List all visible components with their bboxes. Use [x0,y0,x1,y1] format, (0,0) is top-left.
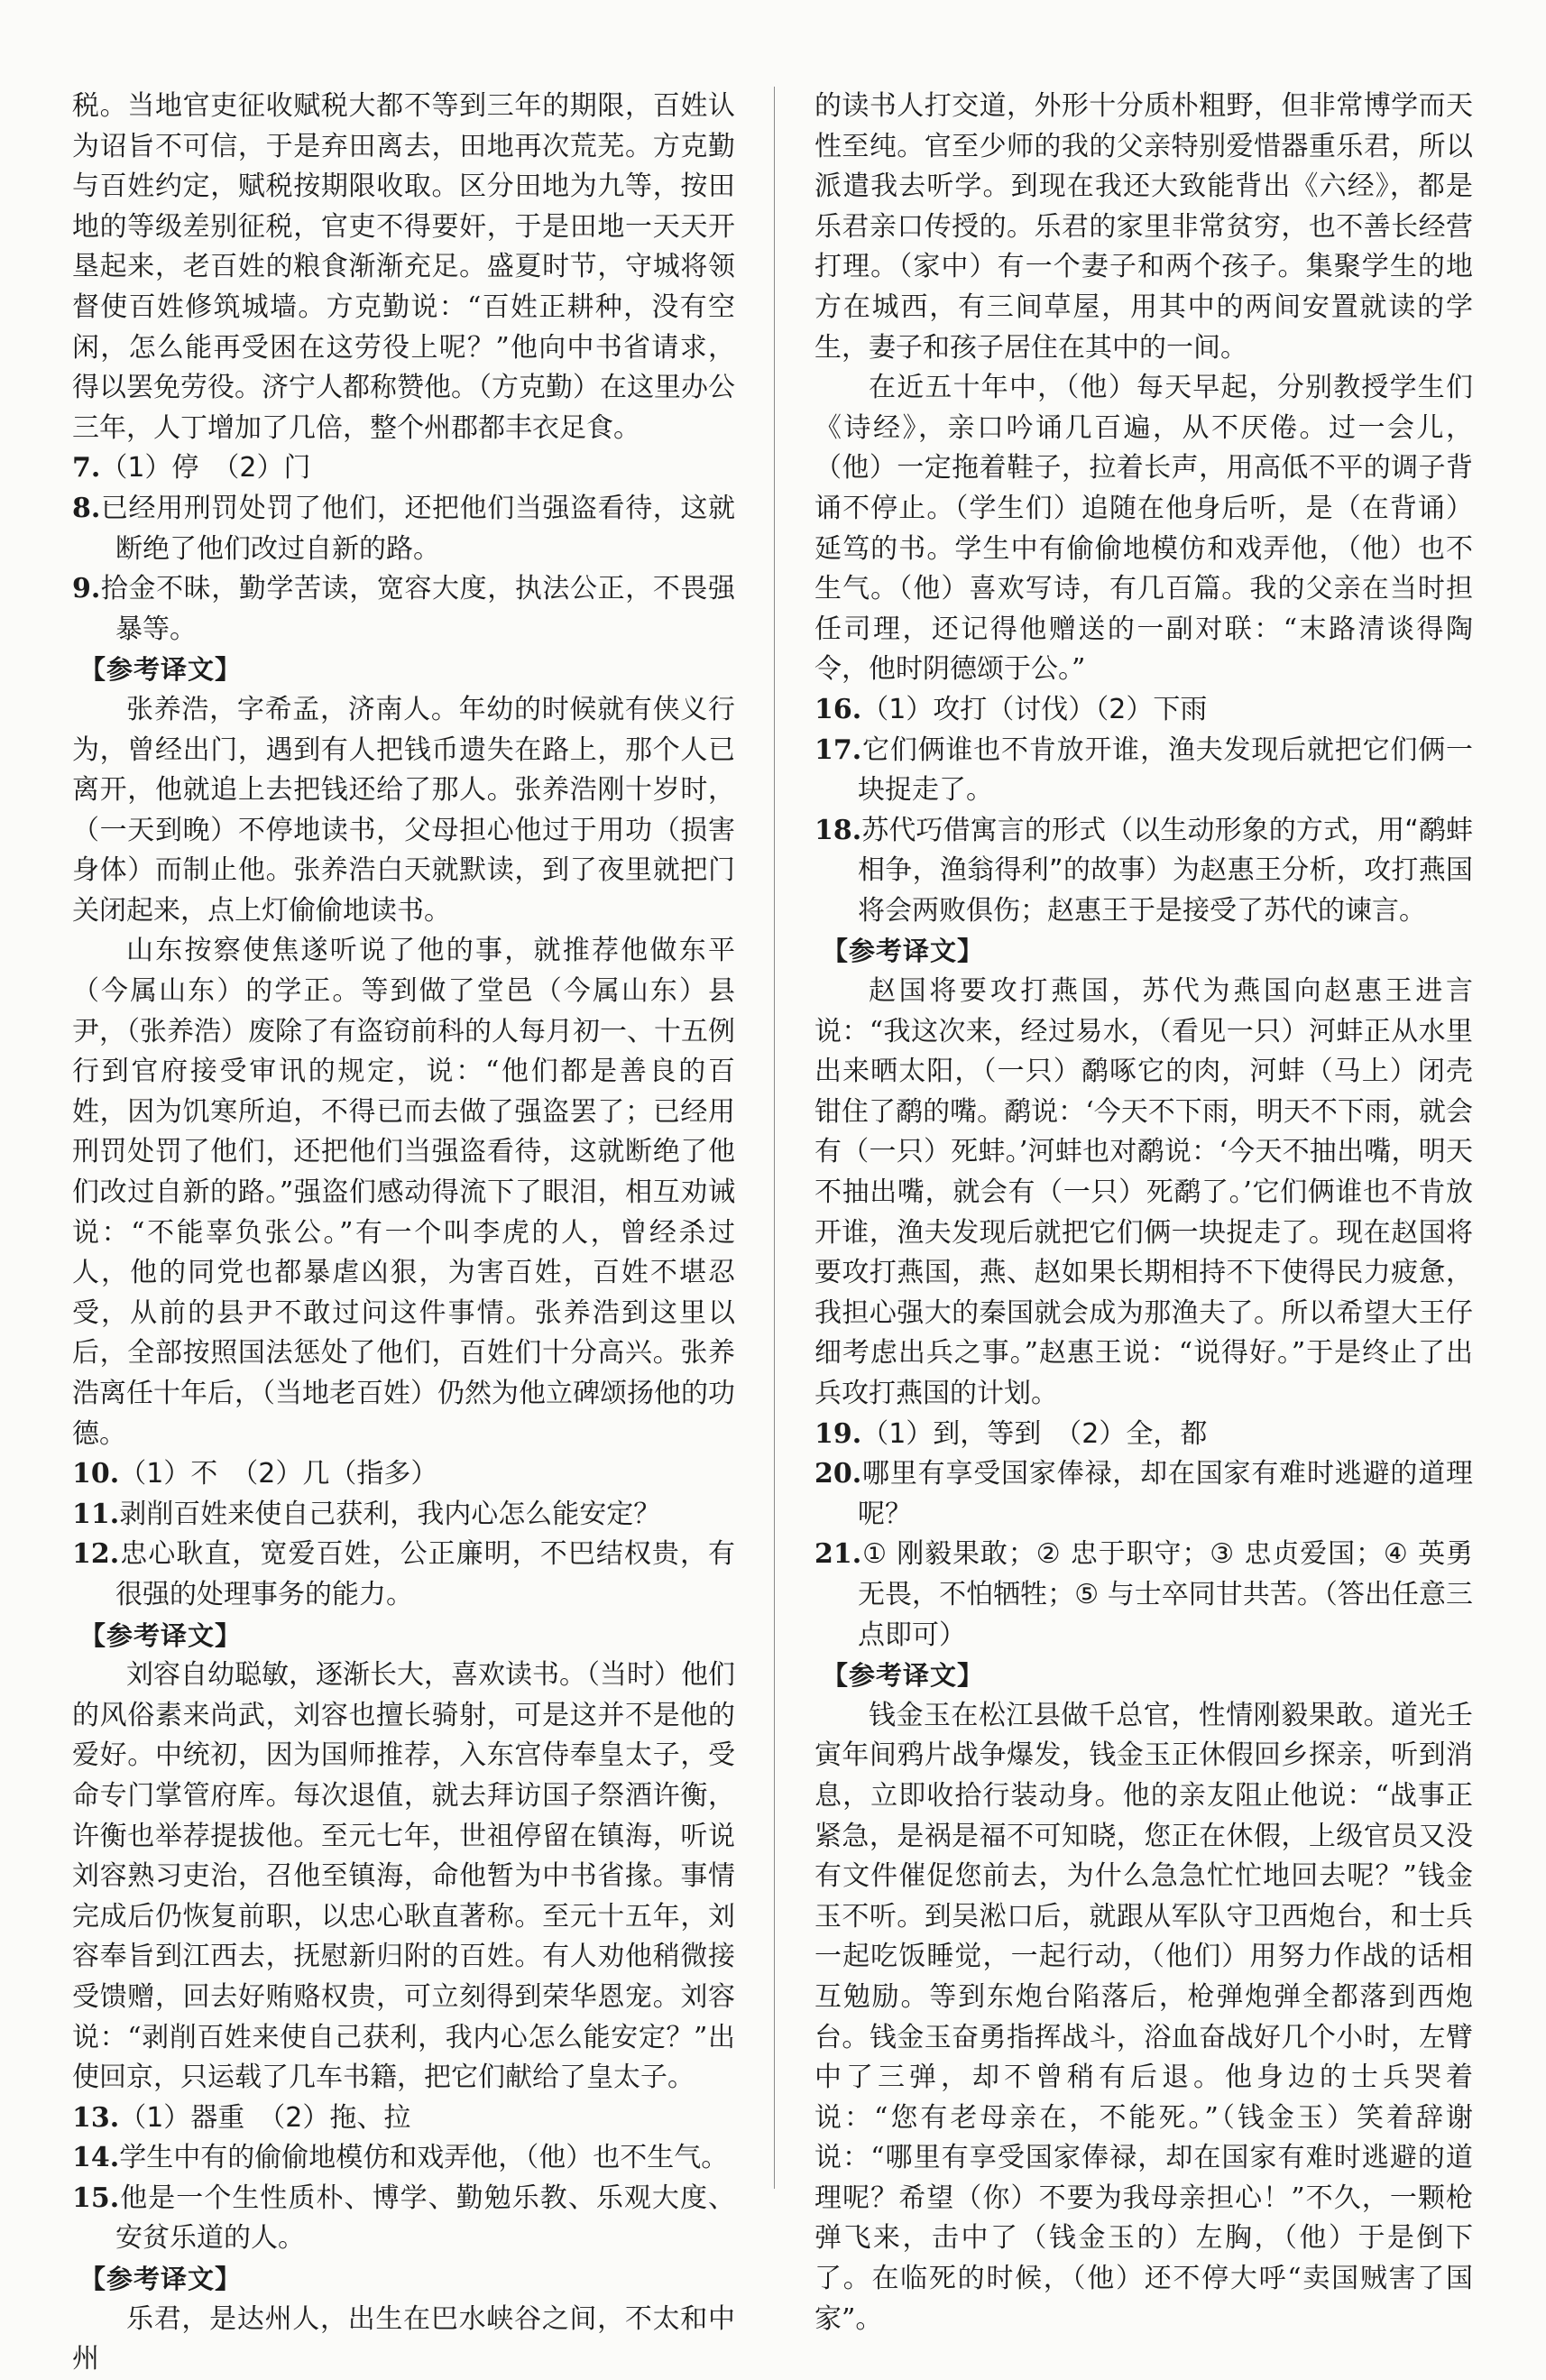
answer-number: 13. [72,2101,120,2134]
translation-paragraph: 钱金玉在松江县做千总官，性情刚毅果敢。道光壬寅年间鸦片战争爆发，钱金玉正休假回乡探亲，听到消息，立即收拾行装动身。他的亲友阻止他说：“战事正紧急，是祸是福不可知晓，您正在休假，上级官员又没有文件催促您前去，为什么急急忙忙地回去呢？”钱金玉不听。到吴淞口后，就跟从军队守卫西炮台，和士兵一起吃饭睡觉，一起行动，（他们）用努力作战的话相互勉励。等到东炮台陷落后，枪弹炮弹全都落到西炮台。钱金玉奋勇指挥战斗，浴血奋战好几个小时，左臂中了三弹，却不曾稍有后退。他身边的士兵哭着说：“您有老母亲在，不能死。”（钱金玉）笑着辞谢说：“哪里有享受国家俸禄，却在国家有难时逃避的道理呢？希望（你）不要为我母亲担心！”不久，一颗枪弹飞来，击中了（钱金玉的）左胸，（他）于是倒下了。在临死的时候，（他）还不停大呼“卖国贼害了国家”。 [814,1699,1473,2335]
answer-item [814,690,1473,731]
answer-text: （1）不 （2）几（指多） [119,1458,438,1490]
translation-paragraph: 乐君，是达州人，出生在巴水峡谷之间，不太和中州 [72,2302,735,2375]
answer-item [814,1415,1473,1455]
answer-text: 忠心耿直，宽爱百姓，公正廉明，不巴结权贵，有很强的处理事务的能力。 [115,1538,735,1610]
section-header: 【参考译文】 [79,2264,243,2295]
answer-text: （1）攻打（讨伐）（2）下雨 [861,693,1208,725]
answer-item [814,1454,1473,1535]
translation-paragraph: 在近五十年中，（他）每天早起，分别教授学生们《诗经》，亲口吟诵几百遍，从不厌倦。过一会儿，（他）一定拖着鞋子，拉着长声，用高低不平的调子背诵不停止。（学生们）追随在他身后听，是（在背诵）延笃的书。学生中有偷偷地模仿和戏弄他，（他）也不生气。（他）喜欢写诗，有几百篇。我的父亲在当时担任司理，还记得他赠送的一副对联：“末路清谈得陶令，他时阴德颂于公。” [814,372,1473,686]
answer-number: 10. [72,1458,120,1490]
answer-text: （1）器重 （2）拖、拉 [119,2101,411,2134]
answer-text: 他是一个生性质朴、博学、勤勉乐教、乐观大度、安贫乐道的人。 [115,2182,735,2255]
answer-number: 20. [814,1458,862,1490]
right-column [814,87,1473,2339]
answer-item [814,1535,1473,1656]
answer-item [72,1535,735,1615]
answer-number: 19. [814,1417,862,1450]
answer-text: 已经用刑罚处罚了他们，还把他们当强盗看待，这就断绝了他们改过自新的路。 [100,492,735,565]
continued-text: 税。当地官吏征收赋税大都不等到三年的期限，百姓认为诏旨不可信，于是弃田离去，田地再次荒芜。方克勤与百姓约定，赋税按期限收取。区分田地为九等，按田地的等级差别征税，官吏不得要奸，于是田地一天天开垦起来，老百姓的粮食渐渐充足。盛夏时节，守城将领督使百姓修筑城墙。方克勤说：“百姓正耕种，没有空闲，怎么能再受困在这劳役上呢？”他向中书省请求，得以罢免劳役。济宁人都称赞他。（方克勤）在这里办公三年，人丁增加了几倍，整个州郡都丰衣足食。 [72,90,735,444]
answer-item [72,489,735,569]
answer-text: 哪里有享受国家俸禄，却在国家有难时逃避的道理呢？ [858,1458,1473,1530]
answer-number: 8. [72,492,101,524]
answer-number: 17. [814,733,862,766]
answer-text: ① 刚毅果敢；② 忠于职守；③ 忠贞爱国；④ 英勇无畏，不怕牺牲；⑤ 与士卒同甘共苦。（答出任意三点即可） [858,1538,1473,1651]
answer-item [72,569,735,650]
section-header: 【参考译文】 [822,936,985,967]
answer-number: 11. [72,1498,120,1530]
answer-item [72,1454,735,1495]
answer-number: 12. [72,1538,120,1571]
answer-item [72,448,735,489]
translation-paragraph: 山东按察使焦遂听说了他的事，就推荐他做东平（今属山东）的学正。等到做了堂邑（今属山东）县尹，（张养浩）废除了有盗窃前科的人每月初一、十五例行到官府接受审讯的规定，说：“他们都是善良的百姓，因为饥寒所迫，不得已而去做了强盗罢了；已经用刑罚处罚了他们，还把他们当强盗看待，这就断绝了他们改过自新的路。”强盗们感动得流下了眼泪，相互劝诫说：“不能辜负张公。”有一个叫李虎的人，曾经杀过人，他的同党也都暴虐凶狠，为害百姓，百姓不堪忍受，从前的县尹不敢过问这件事情。张养浩到这里以后，全部按照国法惩处了他们，百姓们十分高兴。张养浩离任十年后，（当地老百姓）仍然为他立碑颂扬他的功德。 [72,935,735,1450]
answer-item [72,2138,735,2179]
column-divider [774,87,775,2189]
translation-paragraph: 刘容自幼聪敏，逐渐长大，喜欢读书。（当时）他们的风俗素来尚武，刘容也擅长骑射，可是这并不是他的爱好。中统初，因为国师推荐，入东宫侍奉皇太子，受命专门掌管府库。每次退值，就去拜访国子祭酒许衡，许衡也举荐提拔他。至元七年，世祖停留在镇海，听说刘容熟习吏治，召他至镇海，命他暂为中书省掾。事情完成后仍恢复前职，以忠心耿直著称。至元十五年，刘容奉旨到江西去，抚慰新归附的百姓。有人劝他稍微接受馈赠，回去好贿赂权贵，可立刻得到荣华恩宠。刘容说：“剥削百姓来使自己获利，我内心怎么能安定？”出使回京，只运载了几车书籍，把它们献给了皇太子。 [72,1659,735,2094]
answer-text: 它们俩谁也不肯放开谁，渔夫发现后就把它们俩一块捉走了。 [858,733,1473,807]
section-header: 【参考译文】 [79,1619,243,1651]
answer-number: 14. [72,2142,120,2174]
continued-text: 的读书人打交道，外形十分质朴粗野，但非常博学而天性至纯。官至少师的我的父亲特别爱惜器重乐君，所以派遣我去听学。到现在我还大致能背出《六经》，都是乐君亲口传授的。乐君的家里非常贫穷，也不善长经营打理。（家中）有一个妻子和两个孩子。集聚学生的地方在城西，有三间草屋，用其中的两间安置就读的学生，妻子和孩子居住在其中的一间。 [814,90,1473,364]
answer-number: 7. [72,452,101,484]
answer-item [72,1495,735,1536]
answer-text: （1）到，等到 （2）全，都 [861,1417,1208,1450]
answer-item [814,731,1473,811]
translation-paragraph: 张养浩，字希孟，济南人。年幼的时候就有侠义行为，曾经出门，遇到有人把钱币遗失在路上，那个人已离开，他就追上去把钱还给了那人。张养浩刚十岁时，（一天到晚）不停地读书，父母担心他过于用功（损害身体）而制止他。张养浩白天就默读，到了夜里就把门关闭起来，点上灯偷偷地读书。 [72,693,735,927]
answer-number: 15. [72,2182,120,2214]
answer-number: 9. [72,573,101,605]
section-header: 【参考译文】 [79,654,243,686]
answer-number: 21. [814,1538,862,1571]
answer-number: 18. [814,814,862,846]
answer-item [72,2099,735,2139]
section-header: 【参考译文】 [822,1660,985,1692]
translation-paragraph: 赵国将要攻打燕国，苏代为燕国向赵惠王进言说：“我这次来，经过易水，（看见一只）河蚌正从水里出来晒太阳，（一只）鹬啄它的肉，河蚌（马上）闭壳钳住了鹬的嘴。鹬说：‘今天不下雨，明天不下雨，就会有（一只）死蚌。’河蚌也对鹬说：‘今天不抽出嘴，明天不抽出嘴，就会有（一只）死鹬了。’它们俩谁也不肯放开谁，渔夫发现后就把它们俩一块捉走了。现在赵国将要攻打燕国，燕、赵如果长期相持不下使得民力疲惫，我担心强大的秦国就会成为那渔夫了。所以希望大王仔细考虑出兵之事。”赵惠王说：“说得好。”于是终止了出兵攻打燕国的计划。 [814,975,1473,1409]
left-column [72,87,735,2380]
answer-text: （1）停 （2）门 [100,452,311,484]
answer-text: 苏代巧借寓言的形式（以生动形象的方式，用“鹬蚌相争，渔翁得利”的故事）为赵惠王分析，攻打燕国将会两败俱伤；赵惠王于是接受了苏代的谏言。 [858,814,1473,927]
answer-item [814,811,1473,932]
answer-item [72,2179,735,2259]
answer-text: 拾金不昧，勤学苦读，宽容大度，执法公正，不畏强暴等。 [100,573,735,645]
answer-text: 剥削百姓来使自己获利，我内心怎么能安定？ [119,1498,661,1530]
answer-text: 学生中有的偷偷地模仿和戏弄他，（他）也不生气。 [119,2142,729,2174]
answer-number: 16. [814,693,862,725]
